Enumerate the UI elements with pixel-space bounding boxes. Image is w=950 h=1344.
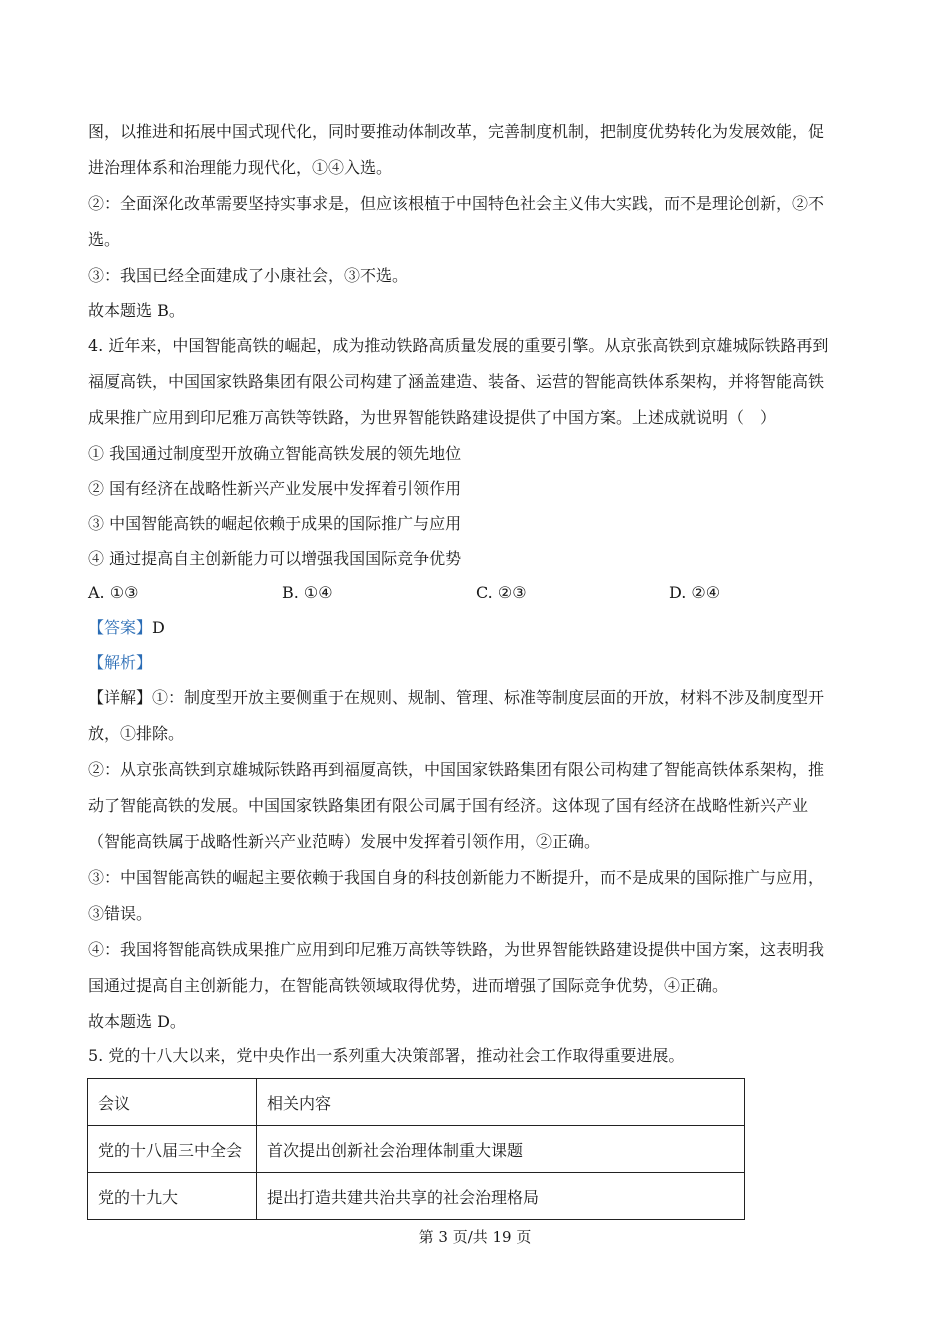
option-a: A. ①③ xyxy=(88,583,139,602)
paragraph-line: 选。 xyxy=(88,230,121,249)
table-header-cell: 相关内容 xyxy=(257,1079,745,1126)
table-cell: 首次提出创新社会治理体制重大课题 xyxy=(257,1126,745,1173)
detail-text: ①：制度型开放主要侧重于在规则、规制、管理、标准等制度层面的开放，材料不涉及制度型开 xyxy=(152,688,825,707)
paragraph-line: 进治理体系和治理能力现代化，①④入选。 xyxy=(88,158,393,177)
question-stem: 成果推广应用到印尼雅万高铁等铁路，为世界智能铁路建设提供了中国方案。上述成就说明（ ） xyxy=(88,408,777,427)
option-b: B. ①④ xyxy=(282,583,333,602)
detail-line: ②：从京张高铁到京雄城际铁路再到福厦高铁，中国国家铁路集团有限公司构建了智能高铁体系架构，推 xyxy=(88,760,825,779)
detail-line: ③：中国智能高铁的崛起主要依赖于我国自身的科技创新能力不断提升，而不是成果的国际推广与应用， xyxy=(88,868,825,887)
question-stem: 5. 党的十八大以来，党中央作出一系列重大决策部署，推动社会工作取得重要进展。 xyxy=(88,1046,685,1065)
conclusion: 故本题选 D。 xyxy=(88,1012,186,1031)
paragraph-line: 图，以推进和拓展中国式现代化，同时要推动体制改革，完善制度机制，把制度优势转化为发展效能，促 xyxy=(88,122,825,141)
page-footer: 第 3 页/共 19 页 xyxy=(418,1228,532,1246)
detail-line: （智能高铁属于战略性新兴产业范畴）发展中发挥着引领作用，②正确。 xyxy=(88,832,601,851)
paragraph-line: ③：我国已经全面建成了小康社会，③不选。 xyxy=(88,266,409,285)
question-stem: 4. 近年来，中国智能高铁的崛起，成为推动铁路高质量发展的重要引擎。从京张高铁到京雄城际铁路再到 xyxy=(88,336,829,355)
detail-label: 【详解】 xyxy=(88,688,153,707)
paragraph-line: ②：全面深化改革需要坚持实事求是，但应该根植于中国特色社会主义伟大实践，而不是理论创新，②不 xyxy=(88,194,825,213)
statement-1: ① 我国通过制度型开放确立智能高铁发展的领先地位 xyxy=(88,444,462,463)
answer-value: D xyxy=(152,618,165,637)
detail-line: 放，①排除。 xyxy=(88,724,185,743)
table-cell: 党的十八届三中全会 xyxy=(88,1126,257,1173)
detail-line: 国通过提高自主创新能力，在智能高铁领域取得优势，进而增强了国际竞争优势，④正确。 xyxy=(88,976,729,995)
detail-line: ④：我国将智能高铁成果推广应用到印尼雅万高铁等铁路，为世界智能铁路建设提供中国方案，这表明我 xyxy=(88,940,825,959)
table-cell: 党的十九大 xyxy=(88,1173,257,1220)
option-c: C. ②③ xyxy=(476,583,527,602)
statement-4: ④ 通过提高自主创新能力可以增强我国国际竞争优势 xyxy=(88,549,462,568)
paragraph-line: 故本题选 B。 xyxy=(88,301,185,320)
answer xyxy=(88,618,165,638)
analysis-label: 【解析】 xyxy=(88,653,153,672)
question-stem: 福厦高铁，中国国家铁路集团有限公司构建了涵盖建造、装备、运营的智能高铁体系架构，并将智能高铁 xyxy=(88,372,825,391)
statement-2: ② 国有经济在战略性新兴产业发展中发挥着引领作用 xyxy=(88,479,462,498)
table-header-cell: 会议 xyxy=(88,1079,257,1126)
detail-line: 动了智能高铁的发展。中国国家铁路集团有限公司属于国有经济。这体现了国有经济在战略性新兴产业 xyxy=(88,796,809,815)
table-header-row xyxy=(88,1079,745,1126)
meeting-table xyxy=(87,1078,745,1220)
detail-line xyxy=(88,688,824,708)
statement-3: ③ 中国智能高铁的崛起依赖于成果的国际推广与应用 xyxy=(88,514,462,533)
table-row xyxy=(88,1173,745,1220)
table-row xyxy=(88,1126,745,1173)
answer-label: 【答案】 xyxy=(88,618,153,637)
table-cell: 提出打造共建共治共享的社会治理格局 xyxy=(257,1173,745,1220)
detail-line: ③错误。 xyxy=(88,904,153,923)
option-d: D. ②④ xyxy=(669,583,721,602)
